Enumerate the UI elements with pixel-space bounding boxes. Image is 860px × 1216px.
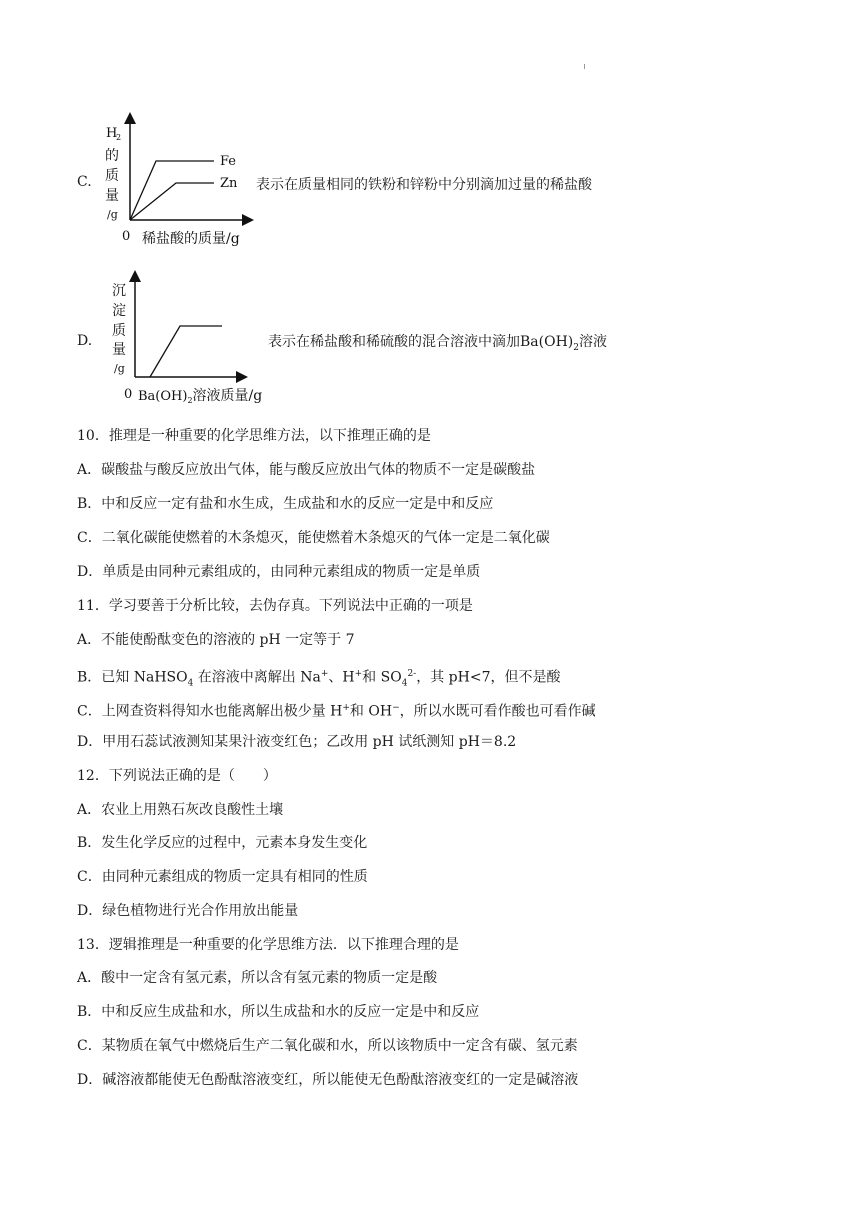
d-origin: 0 bbox=[124, 387, 133, 402]
q13-stem: 13．逻辑推理是一种重要的化学思维方法．以下推理合理的是 bbox=[77, 937, 459, 953]
option-d-letter: D. bbox=[77, 333, 93, 349]
option-c-graph bbox=[96, 112, 256, 256]
q11-option-b: B．已知 NaHSO$_4$ 在溶液中离解出 Na+、H+和 $SO_4^{2-}$，其 pH<7，但不是酸 bbox=[77, 669, 561, 689]
option-d-graph bbox=[104, 270, 270, 414]
q12-option-c: C．由同种元素组成的物质一定具有相同的性质 bbox=[77, 869, 368, 885]
precipitate-line bbox=[150, 326, 222, 377]
c-origin: 0 bbox=[122, 229, 131, 244]
c-x-label: 稀盐酸的质量/g bbox=[142, 231, 240, 247]
zn-label: Zn bbox=[220, 176, 238, 191]
header-mark bbox=[584, 64, 585, 69]
d-y-label-2: 淀 bbox=[112, 303, 126, 319]
q10-option-a: A．碳酸盐与酸反应放出气体，能与酸反应放出气体的物质不一定是碳酸盐 bbox=[77, 462, 536, 478]
c-y-label-1: 的 bbox=[105, 148, 119, 164]
q11-option-a: A．不能使酚酞变色的溶液的 pH 一定等于 7 bbox=[77, 632, 355, 648]
q13-option-b: B．中和反应生成盐和水，所以生成盐和水的反应一定是中和反应 bbox=[77, 1004, 480, 1020]
c-y-label-unit: /g bbox=[107, 208, 118, 221]
q13-option-d: D．碱溶液都能使无色酚酞溶液变红，所以能使无色酚酞溶液变红的一定是碱溶液 bbox=[77, 1072, 579, 1088]
q12-option-d: D．绿色植物进行光合作用放出能量 bbox=[77, 903, 299, 919]
option-c-description: 表示在质量相同的铁粉和锌粉中分别滴加过量的稀盐酸 bbox=[256, 177, 592, 193]
c-y-label-3: 量 bbox=[105, 188, 119, 204]
q13-option-c: C．某物质在氧气中燃烧后生产二氧化碳和水，所以该物质中一定含有碳、氢元素 bbox=[77, 1038, 578, 1054]
q12-option-b: B．发生化学反应的过程中，元素本身发生变化 bbox=[77, 835, 368, 851]
fe-label: Fe bbox=[220, 154, 237, 169]
option-d-description: 表示在稀盐酸和稀硫酸的混合溶液中滴加$Ba(OH)_2$溶液 bbox=[268, 334, 607, 353]
d-y-label-unit: /g bbox=[114, 362, 125, 375]
d-y-label-4: 量 bbox=[112, 342, 126, 358]
q12-option-a: A．农业上用熟石灰改良酸性土壤 bbox=[77, 802, 284, 818]
q10-option-b: B．中和反应一定有盐和水生成，生成盐和水的反应一定是中和反应 bbox=[77, 496, 494, 512]
q11-option-d: D．甲用石蕊试液测知某果汁液变红色；乙改用 pH 试纸测知 pH＝8.2 bbox=[77, 734, 517, 750]
d-y-label-3: 质 bbox=[112, 323, 126, 339]
q11-stem: 11．学习要善于分析比较，去伪存真。下列说法中正确的一项是 bbox=[77, 598, 473, 614]
q13-option-a: A．酸中一定含有氢元素，所以含有氢元素的物质一定是酸 bbox=[77, 970, 438, 986]
option-c-letter: C. bbox=[77, 174, 92, 190]
d-y-label-1: 沉 bbox=[112, 283, 126, 299]
q10-option-d: D．单质是由同种元素组成的，由同种元素组成的物质一定是单质 bbox=[77, 564, 481, 580]
c-y-label-2: 质 bbox=[105, 168, 119, 184]
q10-stem: 10．推理是一种重要的化学思维方法，以下推理正确的是 bbox=[77, 428, 431, 444]
c-y-label-h: H bbox=[106, 126, 118, 141]
c-y-label-sub: 2 bbox=[116, 133, 122, 142]
q12-stem: 12．下列说法正确的是（ ） bbox=[77, 768, 277, 784]
zn-line bbox=[130, 183, 214, 220]
q11-option-c: C．上网查资料得知水也能离解出极少量 H+和 OH−，所以水既可看作酸也可看作碱 bbox=[77, 703, 596, 720]
fe-line bbox=[130, 161, 214, 220]
d-x-label: $Ba(OH)_2$溶液质量/g bbox=[138, 388, 263, 405]
q10-option-c: C．二氧化碳能使燃着的木条熄灭，能使燃着木条熄灭的气体一定是二氧化碳 bbox=[77, 530, 550, 546]
